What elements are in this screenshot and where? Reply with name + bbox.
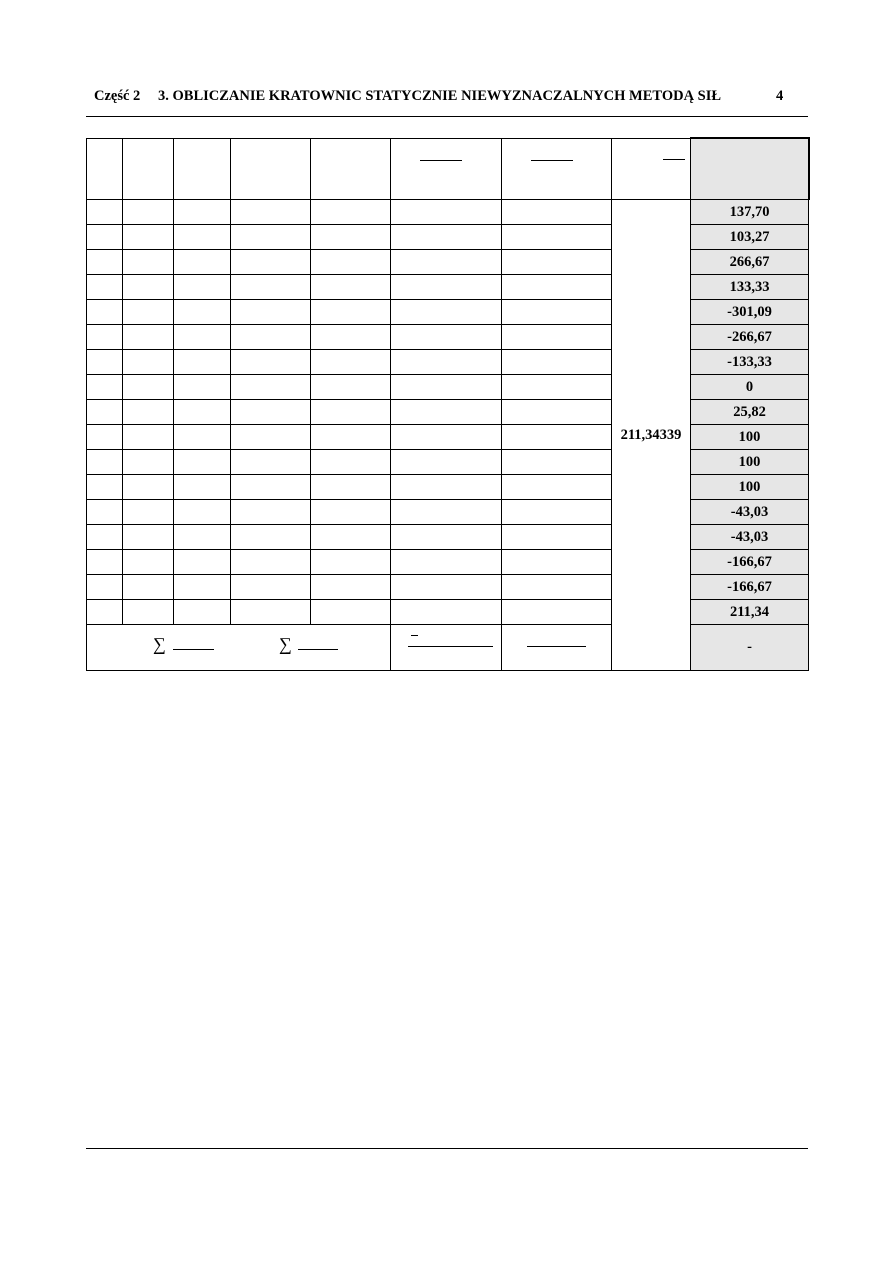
empty-cell xyxy=(502,500,612,525)
empty-cell xyxy=(231,275,311,300)
table-row xyxy=(87,225,809,250)
result-cell: 103,27 xyxy=(691,225,809,250)
calculation-table xyxy=(86,137,810,671)
result-cell: 100 xyxy=(691,475,809,500)
table-row xyxy=(87,550,809,575)
empty-cell xyxy=(502,275,612,300)
table-row xyxy=(87,300,809,325)
empty-cell xyxy=(174,600,231,625)
header-cell xyxy=(87,138,123,200)
empty-cell xyxy=(231,525,311,550)
empty-cell xyxy=(391,225,502,250)
empty-cell xyxy=(123,300,174,325)
empty-cell xyxy=(87,300,123,325)
header-cell xyxy=(612,138,691,200)
empty-cell xyxy=(87,450,123,475)
empty-cell xyxy=(123,275,174,300)
empty-cell xyxy=(391,350,502,375)
empty-cell xyxy=(87,250,123,275)
empty-cell xyxy=(174,350,231,375)
empty-cell xyxy=(231,200,311,225)
empty-cell xyxy=(502,425,612,450)
fraction-bar xyxy=(663,159,685,160)
sum-cell xyxy=(87,625,391,671)
empty-cell xyxy=(311,400,391,425)
table-row xyxy=(87,425,809,450)
empty-cell xyxy=(311,475,391,500)
empty-cell xyxy=(174,325,231,350)
header-cell xyxy=(123,138,174,200)
empty-cell xyxy=(231,600,311,625)
chapter-title: 3. OBLICZANIE KRATOWNIC STATYCZNIE NIEWYZNACZALNYCH METODĄ SIŁ xyxy=(158,88,722,104)
fraction-bar xyxy=(420,160,462,161)
empty-cell xyxy=(123,600,174,625)
result-cell: -133,33 xyxy=(691,350,809,375)
empty-cell xyxy=(311,200,391,225)
part-label: Część 2 xyxy=(94,88,141,104)
empty-cell xyxy=(87,225,123,250)
empty-cell xyxy=(87,500,123,525)
empty-cell xyxy=(174,550,231,575)
table-row xyxy=(87,275,809,300)
empty-cell xyxy=(391,400,502,425)
empty-cell xyxy=(123,525,174,550)
result-cell: 100 xyxy=(691,425,809,450)
empty-cell xyxy=(391,425,502,450)
table-row xyxy=(87,400,809,425)
empty-cell xyxy=(174,250,231,275)
empty-cell xyxy=(391,250,502,275)
empty-cell xyxy=(391,575,502,600)
empty-cell xyxy=(87,550,123,575)
fraction-bar xyxy=(527,646,586,647)
empty-cell xyxy=(311,300,391,325)
header-cell xyxy=(691,138,809,200)
empty-cell xyxy=(391,475,502,500)
empty-cell xyxy=(231,350,311,375)
sigma-symbol: ∑ xyxy=(153,634,166,654)
sum-result-cell: - xyxy=(691,625,809,671)
empty-cell xyxy=(231,225,311,250)
empty-cell xyxy=(174,575,231,600)
fraction-bar xyxy=(298,649,338,650)
empty-cell xyxy=(174,400,231,425)
empty-cell xyxy=(391,550,502,575)
table-row xyxy=(87,450,809,475)
empty-cell xyxy=(231,575,311,600)
empty-cell xyxy=(391,525,502,550)
empty-cell xyxy=(231,325,311,350)
empty-cell xyxy=(123,250,174,275)
empty-cell xyxy=(123,500,174,525)
header-cell xyxy=(231,138,311,200)
table-row xyxy=(87,575,809,600)
result-cell: 100 xyxy=(691,450,809,475)
fraction-bar xyxy=(408,646,493,647)
empty-cell xyxy=(502,225,612,250)
empty-cell xyxy=(231,250,311,275)
empty-cell xyxy=(174,300,231,325)
empty-cell xyxy=(123,575,174,600)
result-cell: 211,34 xyxy=(691,600,809,625)
empty-cell xyxy=(502,200,612,225)
sum-cell xyxy=(391,625,502,671)
table-row xyxy=(87,250,809,275)
empty-cell xyxy=(311,425,391,450)
empty-cell xyxy=(311,325,391,350)
empty-cell xyxy=(123,425,174,450)
empty-cell xyxy=(311,500,391,525)
empty-cell xyxy=(87,525,123,550)
table-row xyxy=(87,375,809,400)
table-header-row xyxy=(87,138,809,200)
empty-cell xyxy=(174,500,231,525)
fraction-bar xyxy=(173,649,214,650)
header-cell xyxy=(391,138,502,200)
empty-cell xyxy=(311,350,391,375)
empty-cell xyxy=(391,325,502,350)
empty-cell xyxy=(311,600,391,625)
empty-cell xyxy=(502,600,612,625)
empty-cell xyxy=(87,425,123,450)
table-row xyxy=(87,325,809,350)
empty-cell xyxy=(87,475,123,500)
empty-cell xyxy=(311,575,391,600)
empty-cell xyxy=(502,325,612,350)
empty-cell xyxy=(123,475,174,500)
result-cell: -166,67 xyxy=(691,550,809,575)
overline-mark xyxy=(411,635,418,636)
empty-cell xyxy=(311,450,391,475)
header-cell xyxy=(311,138,391,200)
empty-cell xyxy=(87,275,123,300)
sigma-symbol: ∑ xyxy=(279,634,292,654)
empty-cell xyxy=(231,550,311,575)
empty-cell xyxy=(391,300,502,325)
table-row xyxy=(87,475,809,500)
empty-cell xyxy=(231,450,311,475)
empty-cell xyxy=(123,375,174,400)
empty-cell xyxy=(123,200,174,225)
empty-cell xyxy=(87,375,123,400)
empty-cell xyxy=(174,200,231,225)
empty-cell xyxy=(87,600,123,625)
result-cell: -43,03 xyxy=(691,525,809,550)
result-cell: -301,09 xyxy=(691,300,809,325)
empty-cell xyxy=(174,475,231,500)
empty-cell xyxy=(231,475,311,500)
empty-cell xyxy=(311,250,391,275)
empty-cell xyxy=(502,250,612,275)
empty-cell xyxy=(174,275,231,300)
result-cell: -43,03 xyxy=(691,500,809,525)
sum-row xyxy=(87,625,809,671)
empty-cell xyxy=(502,525,612,550)
empty-cell xyxy=(231,500,311,525)
empty-cell xyxy=(231,375,311,400)
empty-cell xyxy=(391,450,502,475)
empty-cell xyxy=(502,300,612,325)
empty-cell xyxy=(391,275,502,300)
merged-value-cell: 211,34339 xyxy=(612,200,691,671)
empty-cell xyxy=(123,350,174,375)
empty-cell xyxy=(231,425,311,450)
empty-cell xyxy=(391,375,502,400)
empty-cell xyxy=(174,375,231,400)
empty-cell xyxy=(311,550,391,575)
empty-cell xyxy=(123,450,174,475)
result-cell: 133,33 xyxy=(691,275,809,300)
empty-cell xyxy=(502,350,612,375)
empty-cell xyxy=(123,325,174,350)
empty-cell xyxy=(391,500,502,525)
empty-cell xyxy=(311,375,391,400)
empty-cell xyxy=(502,550,612,575)
header-cell xyxy=(502,138,612,200)
table-row xyxy=(87,600,809,625)
empty-cell xyxy=(87,350,123,375)
table-row xyxy=(87,525,809,550)
page-number: 4 xyxy=(776,88,784,104)
result-cell: 137,70 xyxy=(691,200,809,225)
empty-cell xyxy=(231,400,311,425)
empty-cell xyxy=(391,200,502,225)
empty-cell xyxy=(391,600,502,625)
table-row xyxy=(87,200,809,225)
result-cell: -166,67 xyxy=(691,575,809,600)
header-cell xyxy=(174,138,231,200)
header-rule xyxy=(86,116,808,117)
empty-cell xyxy=(123,225,174,250)
empty-cell xyxy=(87,200,123,225)
result-cell: 0 xyxy=(691,375,809,400)
empty-cell xyxy=(502,475,612,500)
sum-cell xyxy=(502,625,612,671)
table-row xyxy=(87,500,809,525)
result-cell: 266,67 xyxy=(691,250,809,275)
empty-cell xyxy=(174,425,231,450)
page-header xyxy=(86,88,808,110)
empty-cell xyxy=(502,400,612,425)
result-cell: -266,67 xyxy=(691,325,809,350)
empty-cell xyxy=(311,275,391,300)
footer-rule xyxy=(86,1148,808,1149)
empty-cell xyxy=(123,550,174,575)
result-cell: 25,82 xyxy=(691,400,809,425)
fraction-bar xyxy=(531,160,573,161)
empty-cell xyxy=(87,325,123,350)
empty-cell xyxy=(174,525,231,550)
empty-cell xyxy=(502,575,612,600)
empty-cell xyxy=(502,375,612,400)
empty-cell xyxy=(87,400,123,425)
empty-cell xyxy=(311,225,391,250)
empty-cell xyxy=(87,575,123,600)
empty-cell xyxy=(311,525,391,550)
empty-cell xyxy=(123,400,174,425)
empty-cell xyxy=(174,450,231,475)
table-row xyxy=(87,350,809,375)
empty-cell xyxy=(174,225,231,250)
empty-cell xyxy=(502,450,612,475)
empty-cell xyxy=(231,300,311,325)
